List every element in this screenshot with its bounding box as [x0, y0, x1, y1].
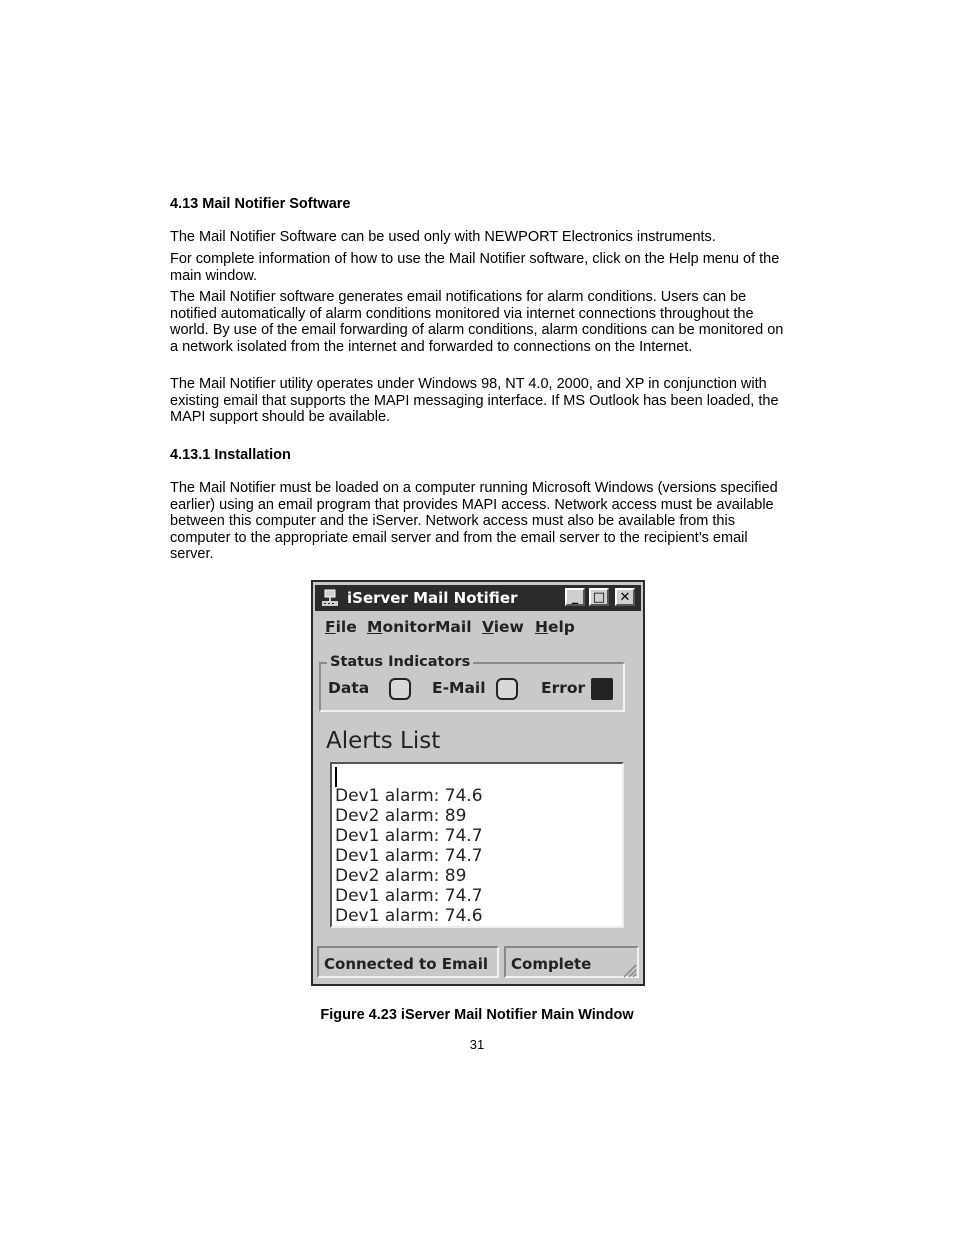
subsection-heading: 4.13.1 Installation — [170, 447, 291, 463]
mail-notifier-window — [311, 580, 645, 986]
error-indicator-label: Error — [541, 679, 586, 697]
maximize-icon: □ — [592, 589, 606, 605]
close-button[interactable] — [615, 588, 635, 606]
alert-item[interactable]: Dev1 alarm: 74.6 — [335, 906, 483, 926]
status-indicators-label: Status Indicators — [327, 654, 473, 670]
paragraph-1: The Mail Notifier Software can be used only with NEWPORT Electronics instruments. — [170, 229, 716, 245]
data-indicator-light — [389, 678, 411, 700]
progress-status: Complete — [504, 946, 639, 978]
figure-caption: Figure 4.23 iServer Mail Notifier Main Window — [320, 1007, 634, 1023]
email-indicator-label: E-Mail — [432, 679, 486, 697]
installation-paragraph: The Mail Notifier must be loaded on a computer running Microsoft Windows (versions specified earlier) using an email program that provides MAPI access. Network access must be available between this computer and the iServer. Network access must also be available from this computer to the appropriate email server and from the email server to the recipient’s email server. — [170, 480, 778, 562]
menu-view[interactable]: View — [482, 618, 524, 636]
paragraph-2: For complete information of how to use the Mail Notifier software, click on the Help menu of the main window. — [170, 251, 780, 284]
alerts-listbox[interactable] — [330, 762, 624, 928]
connection-status: Connected to Email — [317, 946, 499, 978]
window-title: iServer Mail Notifier — [347, 589, 518, 607]
alert-item[interactable]: Dev1 alarm: 74.7 — [335, 846, 483, 866]
error-indicator-light — [591, 678, 613, 700]
menu-monitor[interactable]: Monitor — [367, 618, 436, 636]
data-indicator-label: Data — [328, 679, 370, 697]
menu-file[interactable]: File — [325, 618, 357, 636]
alerts-list-title: Alerts List — [326, 728, 441, 754]
email-indicator-light — [496, 678, 518, 700]
maximize-button[interactable] — [589, 588, 609, 606]
alert-item[interactable]: Dev1 alarm: 74.6 — [335, 786, 483, 806]
paragraph-3: The Mail Notifier software generates email notifications for alarm conditions. Users can be notified automatically of alarm conditions monitored via internet connections throughout the world. By use of the email forwarding of alarm conditions, alarm conditions can be monitored on a network isolated from the internet and forwarded to connections on the Internet. — [170, 289, 784, 355]
section-heading: 4.13 Mail Notifier Software — [170, 196, 351, 212]
alert-item[interactable]: Dev2 alarm: 89 — [335, 806, 467, 826]
close-icon: ✕ — [619, 589, 631, 605]
page-number: 31 — [469, 1037, 485, 1052]
alert-item[interactable]: Dev1 alarm: 74.7 — [335, 886, 483, 906]
menu-mail[interactable]: Mail — [435, 618, 472, 636]
status-bar — [317, 946, 639, 980]
title-bar[interactable] — [315, 585, 641, 611]
minimize-button[interactable] — [565, 588, 585, 606]
text-cursor — [335, 767, 337, 787]
alert-item[interactable]: Dev1 alarm: 74.7 — [335, 826, 483, 846]
minimize-icon: _ — [571, 589, 579, 605]
paragraph-4: The Mail Notifier utility operates under Windows 98, NT 4.0, 2000, and XP in conjunction with existing email that supports the MAPI messaging interface. If MS Outlook has been loaded, the MAPI support should be available. — [170, 376, 779, 425]
resize-grip-icon[interactable] — [621, 962, 637, 978]
menu-help[interactable]: Help — [535, 618, 575, 636]
alert-item[interactable]: Dev2 alarm: 89 — [335, 866, 467, 886]
network-computer-icon — [320, 589, 340, 607]
